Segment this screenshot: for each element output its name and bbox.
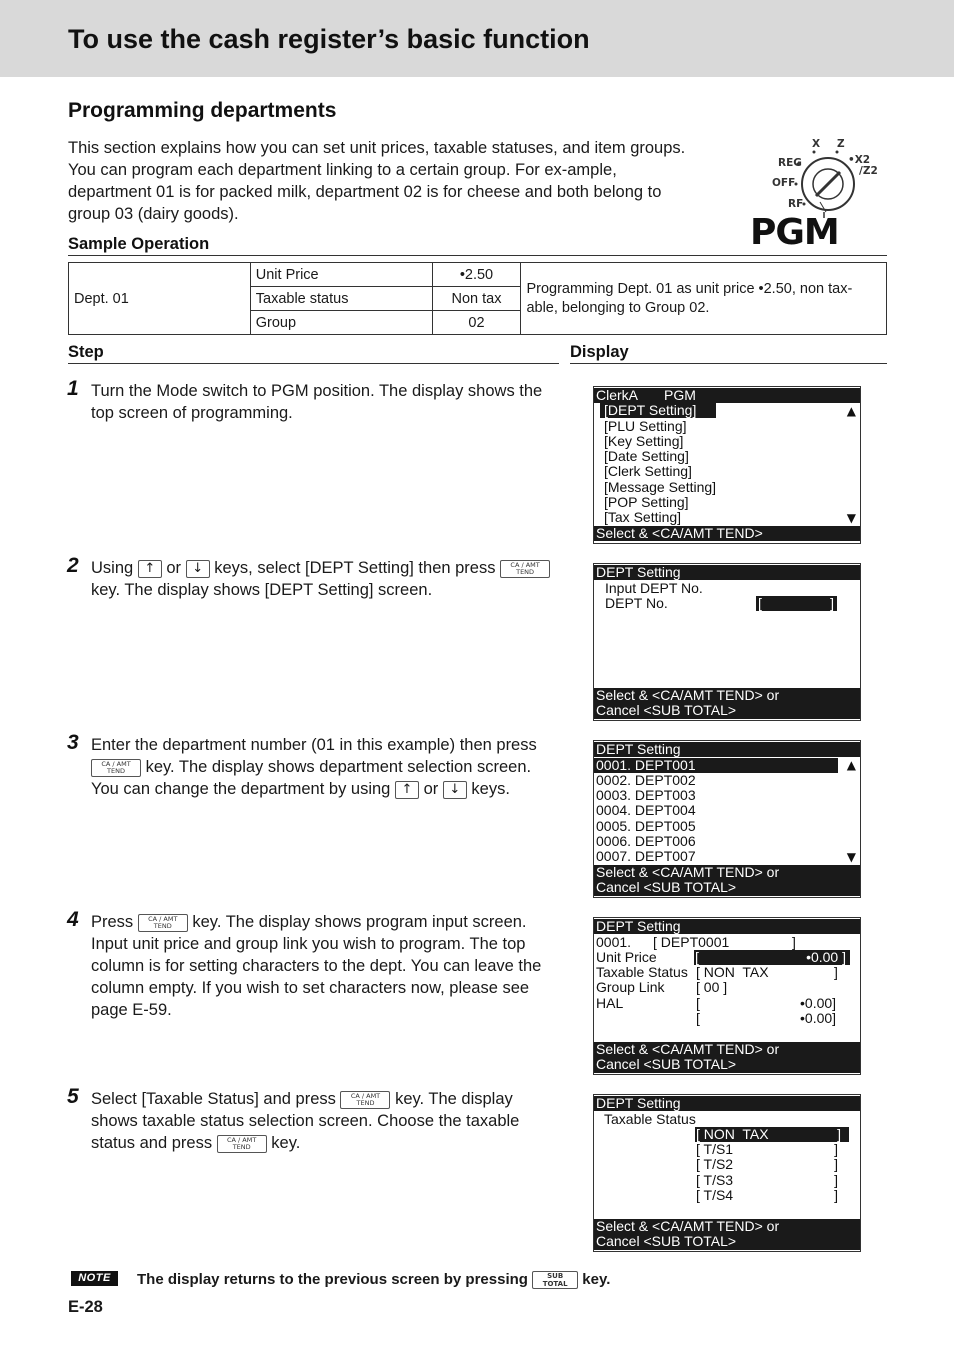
step-text-part: key. bbox=[271, 1134, 301, 1152]
step-number: 4 bbox=[67, 908, 79, 931]
lcd-tax-option-label: [ NON TAX bbox=[696, 1125, 769, 1142]
scroll-down-arrow-icon: ▼ bbox=[846, 511, 856, 525]
lcd-tax-option-label: [ T/S3 bbox=[696, 1171, 734, 1188]
lcd-header-bar bbox=[594, 388, 860, 403]
lcd-footer-line: Cancel <SUB TOTAL> bbox=[596, 1056, 737, 1073]
key-label-top: CA / AMT bbox=[510, 560, 540, 569]
lcd-display-taxable-status bbox=[593, 1094, 861, 1252]
down-arrow-key-icon: ↓ bbox=[186, 560, 210, 578]
mode-label-z: Z bbox=[837, 138, 845, 150]
lcd-display-top-menu bbox=[593, 386, 861, 544]
lcd-dept-name-field: [ DEPT0001 bbox=[653, 933, 730, 950]
lcd-tax-option bbox=[696, 1188, 838, 1203]
key-label-bottom: TEND bbox=[232, 1143, 251, 1152]
field-bracket: ] bbox=[834, 1141, 838, 1158]
lcd-header-bar: DEPT Setting bbox=[594, 565, 860, 580]
lcd-menu-item: [Key Setting] bbox=[604, 432, 684, 449]
lcd-header-bar: DEPT Setting bbox=[594, 1096, 860, 1111]
lcd-prompt-line: Input DEPT No. bbox=[605, 579, 703, 596]
display-column-heading: Display bbox=[570, 343, 629, 361]
lcd-tax-option-label: [ T/S4 bbox=[696, 1187, 734, 1203]
lcd-unit-price-value: •0.00 ] bbox=[806, 948, 846, 965]
lcd-dept-item-selected: 0001. DEPT001 bbox=[594, 758, 838, 773]
lcd-footer-bar: Select & <CA/AMT TEND> bbox=[594, 526, 860, 541]
lcd-hal-label: HAL bbox=[596, 994, 624, 1011]
lcd-footer-line: Cancel <SUB TOTAL> bbox=[596, 1233, 737, 1250]
display-heading-rule bbox=[570, 363, 887, 364]
sample-row-value: Non tax bbox=[432, 287, 521, 311]
sample-row-value: •2.50 bbox=[432, 263, 521, 287]
sample-row-label: Group bbox=[250, 311, 432, 335]
mode-label-rf: RF bbox=[788, 198, 804, 210]
step-text bbox=[91, 557, 558, 601]
step-number: 5 bbox=[67, 1085, 79, 1108]
lcd-dept-item: 0006. DEPT006 bbox=[596, 833, 696, 849]
lcd-dept-item: 0002. DEPT002 bbox=[596, 771, 696, 788]
step-text bbox=[91, 911, 558, 1021]
up-arrow-key-icon: ↑ bbox=[395, 781, 419, 799]
field-bracket: ] bbox=[834, 1187, 838, 1203]
lcd-footer-bar bbox=[594, 1042, 860, 1073]
sample-heading-rule bbox=[68, 255, 887, 256]
sample-description-cell: Programming Dept. 01 as unit price •2.50, non tax-able, belonging to Group 02. bbox=[521, 263, 887, 335]
field-bracket: ] bbox=[830, 595, 834, 611]
step-heading-rule bbox=[68, 363, 559, 364]
lcd-menu-item: [Message Setting] bbox=[604, 478, 717, 495]
ca-amt-tend-key-icon bbox=[500, 560, 550, 578]
step-text-part: Enter the department number (01 in this example) then press bbox=[91, 736, 537, 754]
step-column-heading: Step bbox=[68, 343, 104, 361]
lcd-footer-line: Select & <CA/AMT TEND> or bbox=[596, 1041, 780, 1057]
lcd-menu-item-selected: [DEPT Setting] bbox=[600, 403, 716, 418]
lcd-footer-line: Select & <CA/AMT TEND> or bbox=[596, 1218, 780, 1234]
field-bracket: ] bbox=[837, 1125, 841, 1142]
step-text-part: key. The display shows taxable status selection screen. Choose the taxable status and press bbox=[91, 1090, 520, 1152]
key-label-top: CA / AMT bbox=[101, 759, 131, 768]
step-text-part: keys. bbox=[471, 780, 510, 798]
field-bracket: ] bbox=[834, 1171, 838, 1188]
lcd-footer-bar bbox=[594, 865, 860, 896]
lcd-dept-item: 0007. DEPT007 bbox=[596, 848, 696, 865]
pgm-mode-label: PGM bbox=[750, 212, 839, 253]
key-label-top: CA / AMT bbox=[148, 914, 178, 923]
lcd-menu-item: [PLU Setting] bbox=[604, 417, 687, 434]
lcd-footer-line: Cancel <SUB TOTAL> bbox=[596, 702, 737, 719]
sample-operation-heading: Sample Operation bbox=[68, 235, 210, 253]
lcd-dept-no-label: DEPT No. bbox=[605, 595, 668, 611]
ca-amt-tend-key-icon bbox=[217, 1135, 267, 1153]
lcd-unit-price-label: Unit Price bbox=[596, 948, 657, 965]
step-text-part: or bbox=[423, 780, 439, 798]
sub-total-key-icon bbox=[532, 1271, 578, 1289]
field-bracket: [ bbox=[695, 948, 699, 965]
step-text-part: key. The display shows department selection screen. You can change the department by using bbox=[91, 758, 532, 798]
key-label-top: SUB bbox=[547, 1272, 564, 1281]
lcd-field-bracket: ] bbox=[834, 964, 838, 981]
lcd-tax-option bbox=[696, 1173, 838, 1188]
step-text-part: key. The display shows program input screen. Input unit price and group link you wish to program. The top column is for setting characters to the dept. You can leave the column empty. If you wish to set characters now, please see page E-59. bbox=[91, 913, 542, 1019]
step-text-part: Select [Taxable Status] and press bbox=[91, 1090, 336, 1108]
lcd-group-link-value: [ 00 ] bbox=[696, 979, 728, 996]
key-label-top: CA / AMT bbox=[227, 1135, 257, 1144]
scroll-up-arrow-icon: ▲ bbox=[846, 404, 856, 418]
lcd-menu-item: [Date Setting] bbox=[604, 448, 689, 464]
key-label-bottom: TEND bbox=[153, 922, 172, 931]
key-label-top: CA / AMT bbox=[350, 1091, 381, 1100]
lcd-footer-bar bbox=[594, 1219, 860, 1250]
note-badge: NOTE bbox=[71, 1271, 118, 1286]
step-number: 1 bbox=[67, 377, 79, 400]
lcd-menu-item: [Tax Setting] bbox=[604, 509, 682, 526]
step-text-part: key. The display shows [DEPT Setting] screen. bbox=[91, 581, 433, 599]
step-text bbox=[91, 734, 558, 800]
mode-label-z2: /Z2 bbox=[859, 165, 878, 177]
note-text-part: The display returns to the previous screen by pressing bbox=[137, 1271, 528, 1288]
lcd-display-program-input bbox=[593, 917, 861, 1075]
key-label-bottom: TEND bbox=[356, 1099, 375, 1108]
step-text-part: Press bbox=[91, 913, 134, 931]
ca-amt-tend-key-icon bbox=[138, 914, 188, 932]
lcd-group-link-label: Group Link bbox=[596, 979, 665, 996]
lcd-display-dept-selection bbox=[593, 740, 861, 898]
ca-amt-tend-key-icon bbox=[340, 1091, 390, 1109]
lcd-mode-label: PGM bbox=[664, 387, 696, 403]
lcd-field-bracket: [ bbox=[696, 994, 700, 1011]
step-text-part: Using bbox=[91, 559, 134, 577]
step-number: 2 bbox=[67, 554, 79, 577]
up-arrow-key-icon: ↑ bbox=[138, 560, 162, 578]
lcd-menu-item: [Clerk Setting] bbox=[604, 463, 692, 480]
step-text-part: or bbox=[166, 559, 182, 577]
lcd-tax-option-label: [ T/S2 bbox=[696, 1156, 734, 1173]
note-text-part: key. bbox=[582, 1271, 611, 1288]
lcd-footer-bar bbox=[594, 688, 860, 719]
lcd-tax-option bbox=[696, 1142, 838, 1157]
sample-row-label: Taxable status bbox=[250, 287, 432, 311]
ca-amt-tend-key-icon bbox=[91, 759, 141, 777]
lcd-taxable-status-label: Taxable Status bbox=[604, 1110, 696, 1127]
page-number: E-28 bbox=[68, 1298, 103, 1316]
down-arrow-key-icon: ↓ bbox=[443, 781, 467, 799]
sample-dept-cell: Dept. 01 bbox=[69, 263, 251, 335]
lcd-tax-option-selected bbox=[695, 1127, 849, 1142]
lcd-menu-item: [POP Setting] bbox=[604, 494, 689, 510]
sample-operation-table bbox=[68, 262, 887, 335]
lcd-tax-option bbox=[696, 1157, 838, 1172]
lcd-dept-number: 0001. bbox=[596, 933, 632, 950]
lcd-clerk-label: ClerkA bbox=[596, 387, 639, 403]
lcd-field-bracket: ] bbox=[792, 933, 796, 950]
intro-paragraph: This section explains how you can set unit prices, taxable statuses, and item groups. You can program each department linking to a certain group. For ex-ample, department 01 is for packed milk, department 02 is for cheese and both belong to group 03 (dairy goods). bbox=[68, 139, 686, 223]
lcd-dept-item: 0005. DEPT005 bbox=[596, 817, 696, 834]
lcd-footer-line: Select & <CA/AMT TEND> or bbox=[596, 864, 780, 880]
lcd-hal-value: •0.00] bbox=[800, 1010, 837, 1026]
mode-label-off: OFF bbox=[772, 177, 796, 189]
lcd-footer-line: Cancel <SUB TOTAL> bbox=[596, 879, 737, 896]
lcd-header-bar: DEPT Setting bbox=[594, 919, 860, 934]
lcd-display-dept-no-input bbox=[593, 563, 861, 721]
key-label-bottom: TEND bbox=[516, 568, 535, 577]
note-text bbox=[137, 1271, 610, 1289]
field-bracket: ] bbox=[834, 1156, 838, 1173]
lcd-taxable-status-value: [ NON TAX bbox=[696, 964, 769, 981]
mode-label-reg: REG bbox=[778, 157, 802, 169]
mode-label-x2: •X2 bbox=[848, 154, 871, 166]
sample-row-value: 02 bbox=[432, 311, 521, 335]
scroll-up-arrow-icon: ▲ bbox=[846, 758, 856, 772]
lcd-dept-item: 0003. DEPT003 bbox=[596, 787, 696, 804]
lcd-footer-line: Select & <CA/AMT TEND> or bbox=[596, 687, 780, 703]
step-text bbox=[91, 1088, 558, 1154]
lcd-hal-value: •0.00] bbox=[800, 994, 837, 1011]
step-number: 3 bbox=[67, 731, 79, 754]
lcd-field-bracket: [ bbox=[696, 1010, 700, 1026]
sample-row-label: Unit Price bbox=[250, 263, 432, 287]
lcd-dept-item: 0004. DEPT004 bbox=[596, 802, 696, 819]
page-title: To use the cash register’s basic function bbox=[68, 24, 590, 54]
lcd-header-bar: DEPT Setting bbox=[594, 742, 860, 757]
lcd-tax-option-label: [ T/S1 bbox=[696, 1141, 734, 1158]
section-title: Programming departments bbox=[68, 99, 337, 122]
step-text: Turn the Mode switch to PGM position. The display shows the top screen of programming. bbox=[91, 382, 543, 422]
key-label-bottom: TEND bbox=[107, 767, 125, 776]
mode-label-x: X bbox=[812, 138, 821, 150]
lcd-taxable-status-label: Taxable Status bbox=[596, 964, 688, 981]
lcd-unit-price-field bbox=[694, 950, 850, 965]
key-label-bottom: TOTAL bbox=[542, 1279, 568, 1288]
field-bracket: [ bbox=[758, 595, 762, 611]
scroll-down-arrow-icon: ▼ bbox=[846, 850, 856, 864]
lcd-dept-no-field bbox=[756, 596, 837, 611]
step-text-part: keys, select [DEPT Setting] then press bbox=[214, 559, 496, 577]
